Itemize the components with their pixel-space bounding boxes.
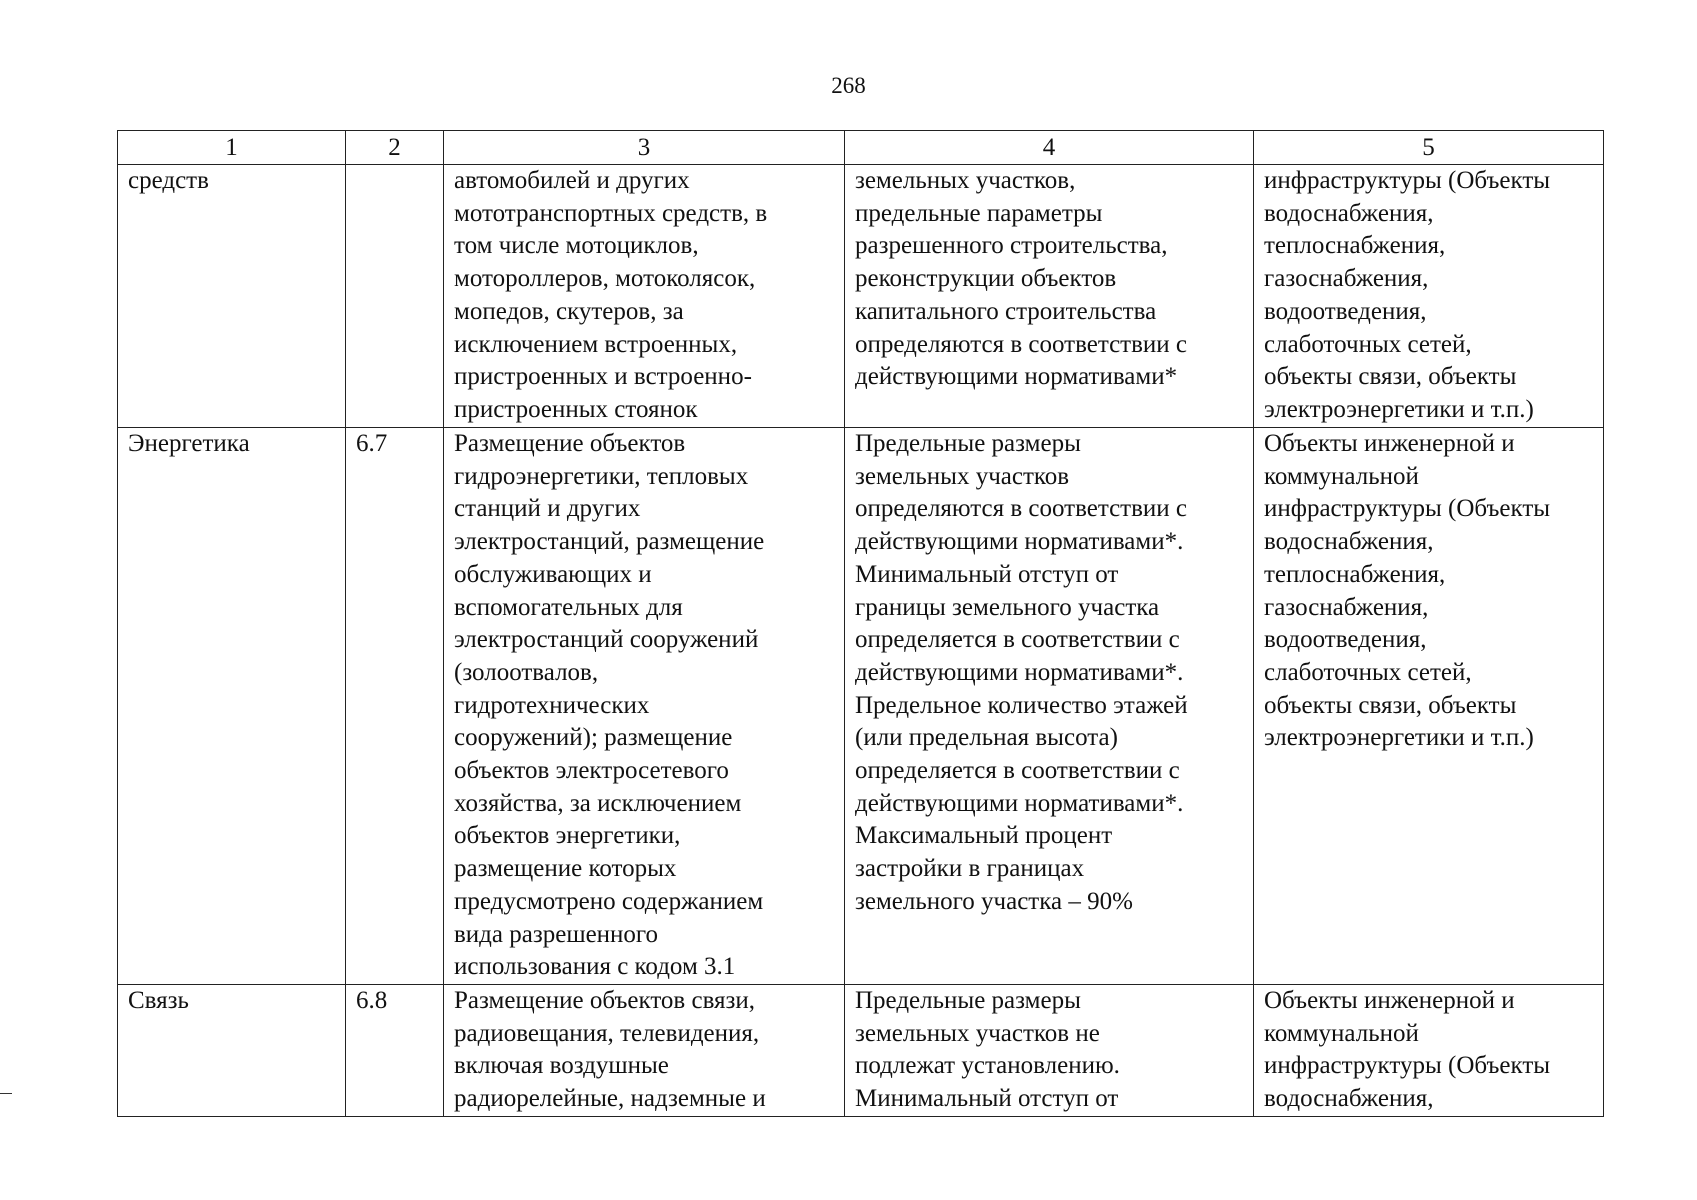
use-name-cell: средств — [118, 165, 346, 428]
use-code-cell: 6.7 — [346, 428, 444, 985]
column-header-4: 4 — [845, 131, 1254, 165]
use-name-cell: Энергетика — [118, 428, 346, 985]
column-header-5: 5 — [1254, 131, 1604, 165]
use-name-cell: Связь — [118, 984, 346, 1116]
auxiliary-uses-cell: Объекты инженерной и коммунальной инфраструктуры (Объекты водоснабжения, теплоснабжения, газоснабжения, водоотведения, слаботочных сетей, объекты связи, объекты электроэнергетики и т.п.) — [1254, 428, 1604, 985]
auxiliary-uses-cell: инфраструктуры (Объекты водоснабжения, теплоснабжения, газоснабжения, водоотведения, слаботочных сетей, объекты связи, объекты электроэнергетики и т.п.) — [1254, 165, 1604, 428]
parameters-cell: Предельные размеры земельных участков определяются в соответствии с действующими нормативами*. Минимальный отступ от границы земельного участка определяется в соответствии с действующими нормативами*. Предельное количество этажей (или предельная высота) определяется в соответствии с действующими нормативами*. Максимальный процент застройки в границах земельного участка – 90% — [845, 428, 1254, 985]
table-row — [118, 428, 1604, 985]
table-row — [118, 984, 1604, 1116]
table-row — [118, 165, 1604, 428]
page-number: 268 — [831, 73, 866, 98]
use-description-cell: Размещение объектов гидроэнергетики, тепловых станций и других электростанций, размещение обслуживающих и вспомогательных для электростанций сооружений (золоотвалов, гидротехнических сооружений); размещение объектов электросетевого хозяйства, за исключением объектов энергетики, размещение которых предусмотрено содержанием вида разрешенного использования с кодом 3.1 — [444, 428, 845, 985]
margin-mark — [0, 1093, 12, 1094]
column-header-1: 1 — [118, 131, 346, 165]
column-header-2: 2 — [346, 131, 444, 165]
auxiliary-uses-cell: Объекты инженерной и коммунальной инфраструктуры (Объекты водоснабжения, — [1254, 984, 1604, 1116]
parameters-cell: Предельные размеры земельных участков не подлежат установлению. Минимальный отступ от — [845, 984, 1254, 1116]
use-code-cell — [346, 165, 444, 428]
parameters-cell: земельных участков, предельные параметры разрешенного строительства, реконструкции объектов капитального строительства определяются в соответствии с действующими нормативами* — [845, 165, 1254, 428]
column-header-3: 3 — [444, 131, 845, 165]
use-description-cell: автомобилей и других мототранспортных средств, в том числе мотоциклов, мотороллеров, мотоколясок, мопедов, скутеров, за исключением встроенных, пристроенных и встроенно- пристроенных стоянок — [444, 165, 845, 428]
zoning-table — [117, 130, 1604, 1117]
use-code-cell: 6.8 — [346, 984, 444, 1116]
table-header-row — [118, 131, 1604, 165]
use-description-cell: Размещение объектов связи, радиовещания, телевидения, включая воздушные радиорелейные, надземные и — [444, 984, 845, 1116]
